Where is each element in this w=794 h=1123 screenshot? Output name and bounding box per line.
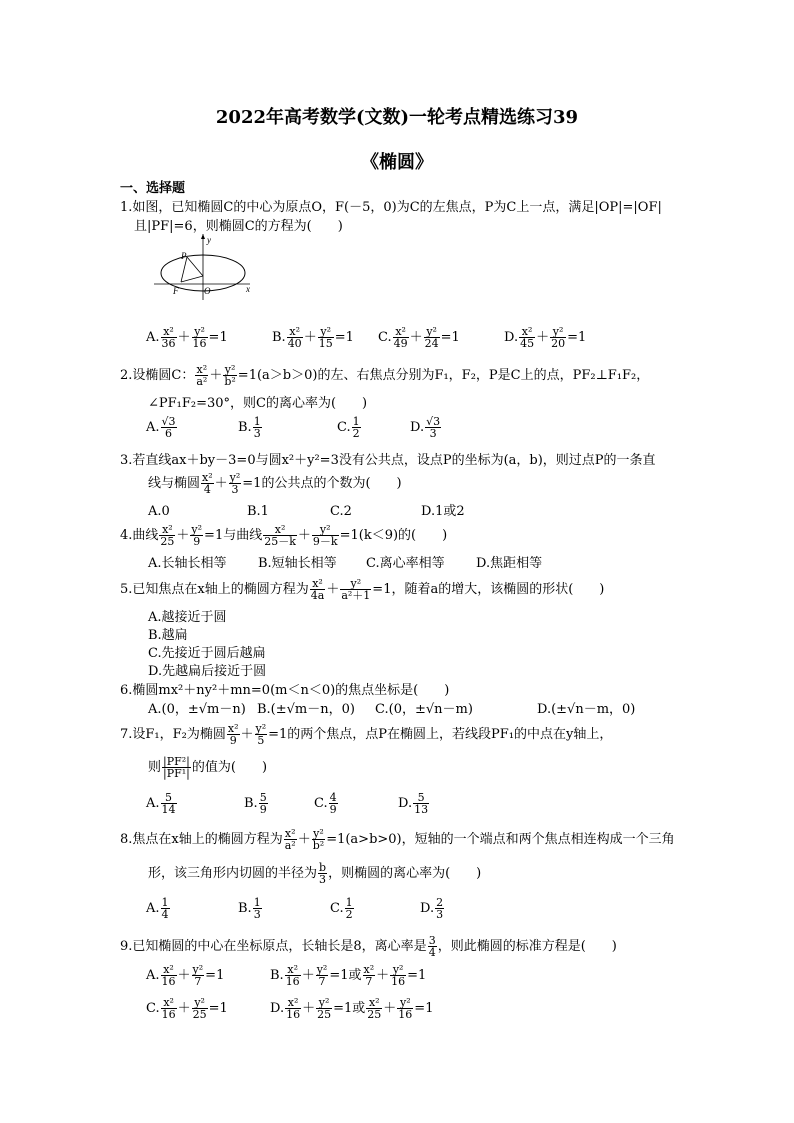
q9-option-c: C. $\frac{\text{x²}}{16}$ ＋ $\frac{\text{y²}}{25}$ =1	[146, 996, 228, 1021]
label-y: y	[207, 235, 211, 245]
q4-option-b: B.短轴长相等	[258, 556, 337, 571]
question-1-line2: 且|PF|=6，则椭圆C的方程为( )	[134, 219, 343, 234]
q3-option-d: D.1或2	[421, 504, 465, 519]
q5-option-a: A.越接近于圆	[148, 610, 227, 625]
q5-option-d: D.先越扁后接近于圆	[148, 664, 267, 679]
q6-option-b: B.(±√m－n，0)	[257, 702, 355, 717]
q2-option-b: B. $\frac{1}{3}$	[238, 415, 261, 440]
q1-option-b: B. $\frac{\text{x²}}{40}$ ＋ $\frac{\text{y²}}{15}$ =1	[272, 325, 354, 350]
question-6-line1: 6.椭圆mx²＋ny²＋mn=0(m＜n＜0)的焦点坐标是( )	[120, 683, 450, 698]
q3-option-a: A.0	[148, 504, 170, 519]
question-3-line1: 3.若直线ax＋by－3=0与圆x²＋y²=3没有公共点，设点P的坐标为(a，b)，则过点P的一条直	[120, 453, 656, 468]
q2-option-d: D. $\frac{√3}{3}$	[410, 415, 441, 440]
q1-option-a: A. $\frac{\text{x²}}{36}$ ＋ $\frac{\text{y²}}{16}$ =1	[146, 325, 228, 350]
q7-option-d: D. $\frac{5}{13}$	[398, 791, 429, 816]
q8-option-c: C. $\frac{1}{2}$	[330, 896, 353, 921]
q4-option-d: D.焦距相等	[476, 556, 543, 571]
q1-option-d: D. $\frac{\text{x²}}{45}$ ＋ $\frac{\text{y²}}{20}$ =1	[504, 325, 587, 350]
section-heading: 一、选择题	[120, 181, 186, 196]
q8-option-d: D. $\frac{2}{3}$	[420, 896, 444, 921]
q7-option-a: A. $\frac{5}{14}$	[146, 791, 176, 816]
q2-option-c: C. $\frac{1}{2}$	[337, 415, 360, 440]
q5-option-c: C.先接近于圆后越扁	[148, 646, 266, 661]
q2-option-a: A. $\frac{√3}{6}$	[146, 415, 176, 440]
q3-option-c: C.2	[330, 504, 352, 519]
question-4-line1: 4.曲线 $\frac{\text{x²}}{25}$ ＋ $\frac{\text{y²}}{9}$ =1与曲线 $\frac{\text{x²}}{25-k}$ ＋ $\frac{\text{y²}}{9-k}$ =1(k＜9)的( )	[120, 523, 448, 548]
q9-option-d: D. $\frac{\text{x²}}{16}$ ＋ $\frac{\text{y²}}{25}$ =1或 $\frac{\text{x²}}{25}$ ＋ $\frac{\text{y²}}{16}$ =1	[270, 996, 434, 1021]
question-3-line2: 线与椭圆 $\frac{\text{x²}}{4}$ ＋ $\frac{\text{y²}}{3}$ =1的公共点的个数为( )	[148, 471, 402, 496]
question-8-line2: 形，该三角形内切圆的半径为 $\frac{b}{3}$ ，则椭圆的离心率为( )	[148, 861, 482, 886]
q9-option-a: A. $\frac{\text{x²}}{16}$ ＋ $\frac{\text{y²}}{7}$ =1	[146, 963, 225, 988]
page-title: 2022年高考数学(文数)一轮考点精选练习39	[215, 107, 579, 128]
q1-option-c: C. $\frac{\text{x²}}{49}$ ＋ $\frac{\text{y²}}{24}$ =1	[378, 325, 460, 350]
y-arrow	[201, 234, 205, 239]
q4-option-c: C.离心率相等	[366, 556, 445, 571]
label-f: F	[173, 286, 179, 296]
question-8-line1: 8.焦点在x轴上的椭圆方程为 $\frac{\text{x²}}{\text{a²}}$ ＋ $\frac{\text{y²}}{\text{b²}}$ =1(a>b>0)，短轴的一个端点和两个焦点相连构成一个三角	[120, 827, 675, 852]
segment-po	[187, 257, 203, 276]
question-7-line2: 则 $\frac{\text{|PF²|}}{\text{|PF¹|}}$ 的值为( )	[148, 755, 268, 780]
q7-option-b: B. $\frac{5}{9}$	[244, 791, 267, 816]
q6-option-c: C.(0，±√n－m)	[375, 702, 473, 717]
label-p: P	[181, 251, 187, 261]
q6-option-d: D.(±√n－m，0)	[537, 702, 636, 717]
q4-option-a: A.长轴长相等	[148, 556, 227, 571]
segment-of	[181, 276, 203, 282]
ellipse-figure	[150, 232, 255, 302]
question-7-line1: 7.设F₁，F₂为椭圆 $\frac{\text{x²}}{9}$ ＋ $\frac{\text{y²}}{5}$ =1的两个焦点，点P在椭圆上，若线段PF₁的中点在y轴上，	[120, 722, 613, 747]
q5-option-b: B.越扁	[148, 628, 188, 643]
question-5-line1: 5.已知焦点在x轴上的椭圆方程为 $\frac{\text{x²}}{4a}$ ＋ $\frac{\text{y²}}{\text{a²＋1}}$ =1，随着a的增大，该椭圆的形状( )	[120, 577, 605, 602]
label-o: O	[204, 286, 211, 296]
question-9-line1: 9.已知椭圆的中心在坐标原点，长轴长是8，离心率是 $\frac{3}{4}$ ，则此椭圆的标准方程是( )	[120, 934, 617, 959]
question-2-line2: ∠PF₁F₂=30°，则C的离心率为( )	[148, 396, 368, 411]
q8-option-a: A. $\frac{1}{4}$	[146, 896, 169, 921]
q7-option-c: C. $\frac{4}{9}$	[314, 791, 337, 816]
q8-option-b: B. $\frac{1}{3}$	[238, 896, 261, 921]
question-1-line1: 1.如图，已知椭圆C的中心为原点O，F(－5，0)为C的左焦点，P为C上一点，满足|OP|=|OF|	[120, 200, 662, 215]
question-2-line1: 2.设椭圆C： $\frac{\text{x²}}{\text{a²}}$ ＋ $\frac{\text{y²}}{\text{b²}}$ =1(a＞b＞0)的左、右焦点分别为F₁，F₂，P是C上的点，PF₂⊥F₁F₂，	[120, 363, 650, 388]
page-subtitle: 《椭圆》	[361, 152, 433, 173]
label-x: x	[246, 284, 250, 294]
q6-option-a: A.(0，±√m－n)	[148, 702, 246, 717]
q3-option-b: B.1	[247, 504, 269, 519]
q9-option-b: B. $\frac{\text{x²}}{16}$ ＋ $\frac{\text{y²}}{7}$ =1或 $\frac{\text{x²}}{7}$ ＋ $\frac{\text{y²}}{16}$ =1	[270, 963, 427, 988]
